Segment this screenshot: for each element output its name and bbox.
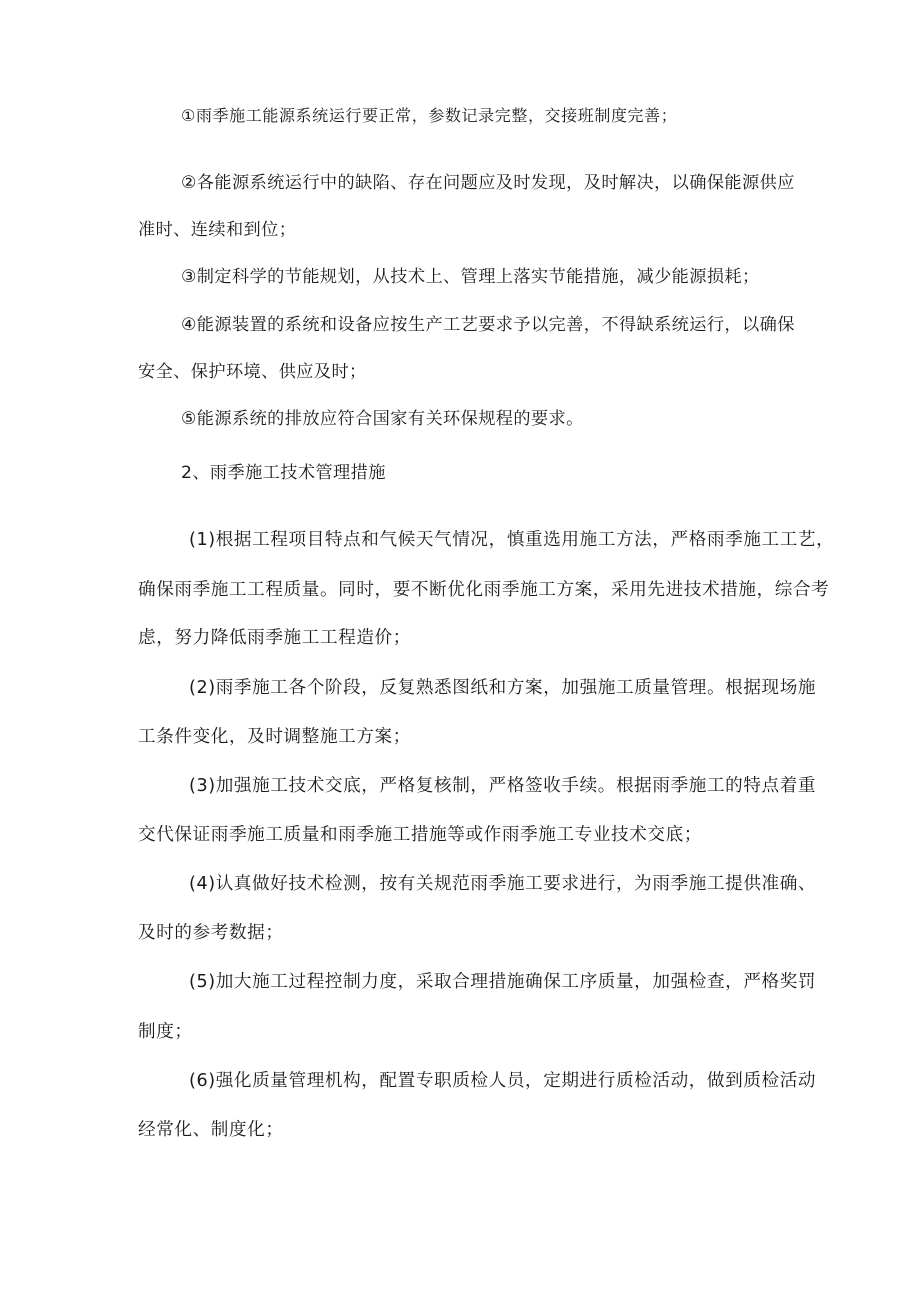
item-3-line-1: ③制定科学的节能规划，从技术上、管理上落实节能措施，减少能源损耗； [181,267,760,287]
section-heading: 2、雨季施工技术管理措施 [181,463,386,483]
measure-2-line-2: 工条件变化，及时调整施工方案； [138,727,411,747]
measure-1-line-1: (1)根据工程项目特点和气候天气情况，慎重选用施工方法，严格雨季施工工艺， [189,530,835,550]
item-4-line-1: ④能源装置的系统和设备应按生产工艺要求予以完善，不得缺系统运行，以确保 [181,315,795,335]
item-5-line-1: ⑤能源系统的排放应符合国家有关环保规程的要求。 [181,409,584,429]
measure-4-line-2: 及时的参考数据； [138,923,284,943]
item-2-line-1: ②各能源系统运行中的缺陷、存在问题应及时发现，及时解决，以确保能源供应 [181,173,795,193]
measure-2-line-1: (2)雨季施工各个阶段，反复熟悉图纸和方案，加强施工质量管理。根据现场施 [189,678,817,698]
item-2-line-2: 准时、连续和到位； [138,220,297,240]
item-4-line-2: 安全、保护环境、供应及时； [138,362,367,382]
measure-4-line-1: (4)认真做好技术检测，按有关规范雨季施工要求进行，为雨季施工提供准确、 [189,874,817,894]
item-1-line-1: ①雨季施工能源系统运行要正常，参数记录完整，交接班制度完善； [181,106,678,125]
measure-3-line-2: 交代保证雨季施工质量和雨季施工措施等或作雨季施工专业技术交底； [138,825,703,845]
measure-5-line-1: (5)加大施工过程控制力度，采取合理措施确保工序质量，加强检查，严格奖罚 [189,972,817,992]
measure-5-line-2: 制度； [138,1022,193,1042]
measure-6-line-1: (6)强化质量管理机构，配置专职质检人员，定期进行质检活动，做到质检活动 [189,1071,817,1091]
measure-1-line-2: 确保雨季施工工程质量。同时，要不断优化雨季施工方案，采用先进技术措施，综合考 [138,580,830,600]
measure-1-line-3: 虑，努力降低雨季施工工程造价； [138,628,411,648]
measure-6-line-2: 经常化、制度化； [138,1120,284,1140]
measure-3-line-1: (3)加强施工技术交底，严格复核制，严格签收手续。根据雨季施工的特点着重 [189,776,817,796]
